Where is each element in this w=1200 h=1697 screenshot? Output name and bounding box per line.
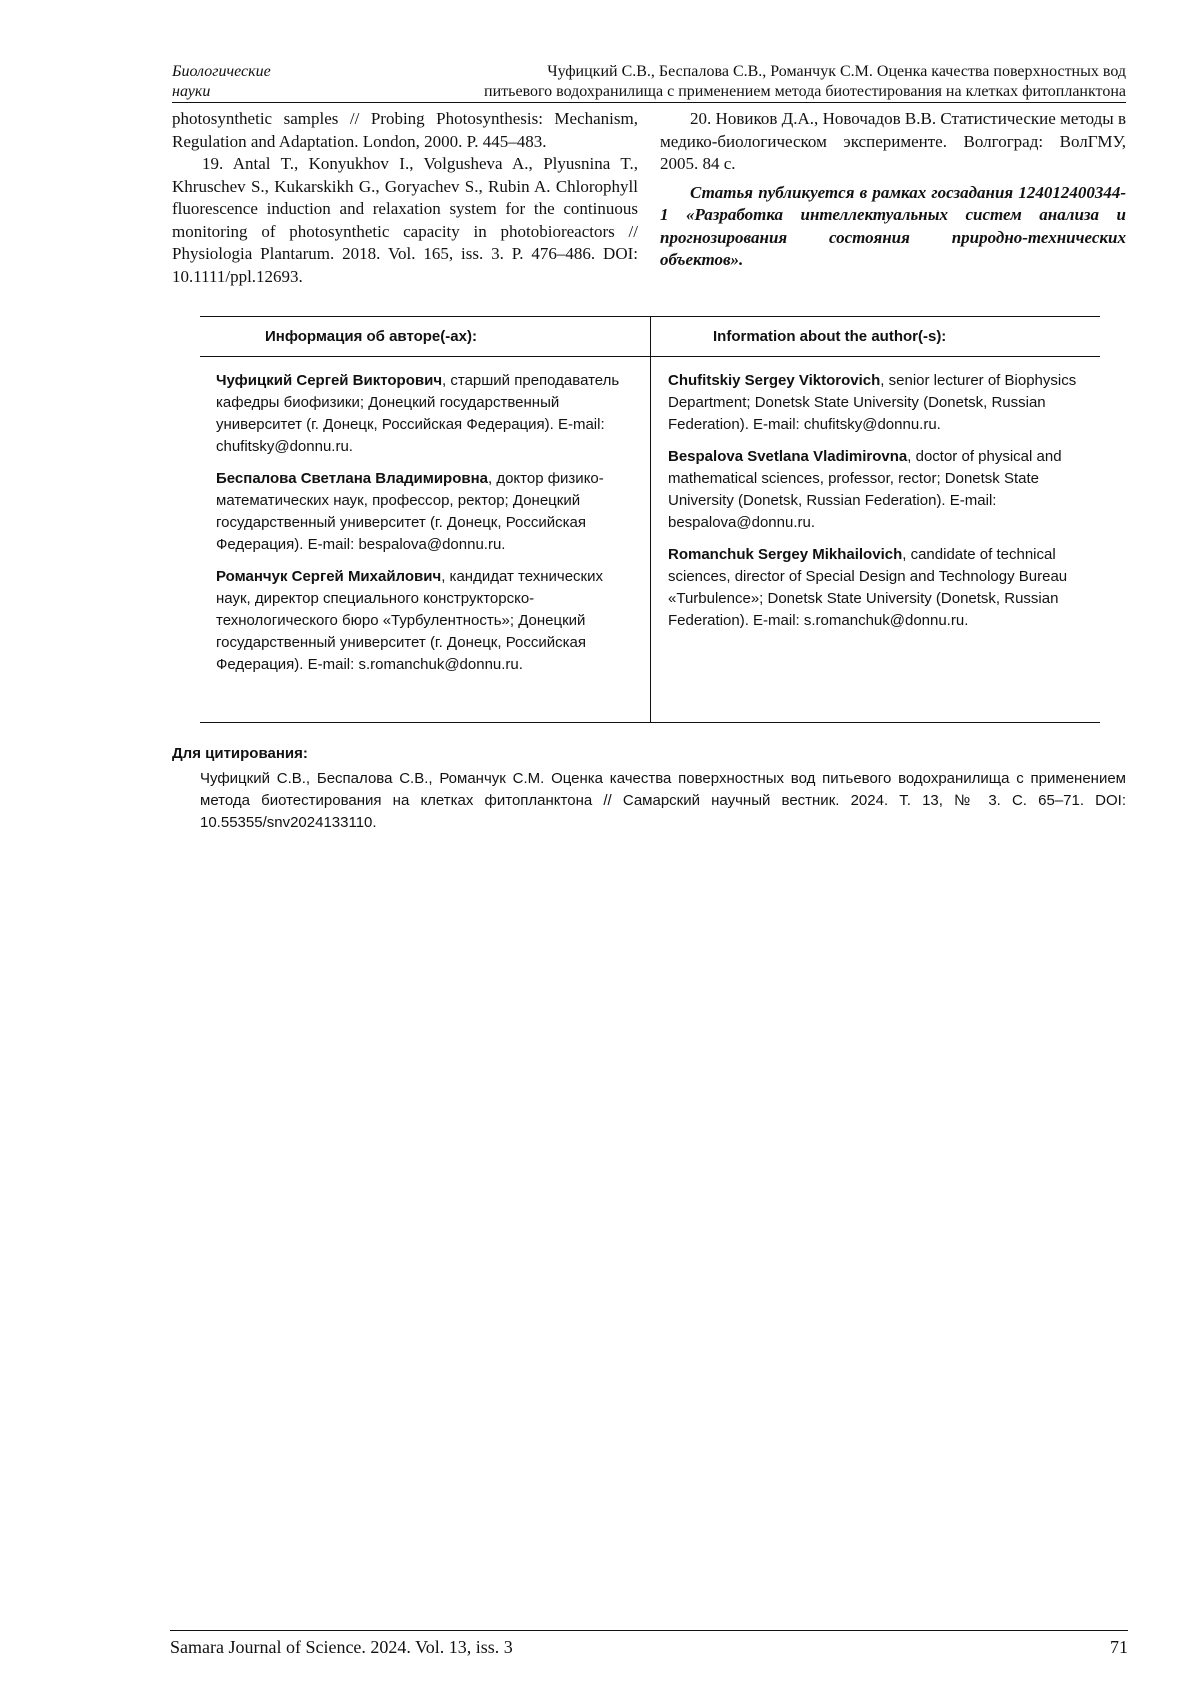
citation-text: Чуфицкий С.В., Беспалова С.В., Романчук С.М. Оценка качества поверхностных вод питьевого водохранилища с применением метода биотестирования на клетках фитопланктона // Самарский научный вестник. 2024. Т. 13, № 3. С. 65–71. DOI: 10.55355/snv2024133110.	[200, 768, 1126, 834]
author-entry-ru-1	[216, 370, 636, 458]
author-name: Bespalova Svetlana Vladimirovna	[668, 448, 907, 465]
author-name: Чуфицкий Сергей Викторович	[216, 372, 442, 389]
author-name: Романчук Сергей Михайлович	[216, 568, 441, 585]
journal-footer: Samara Journal of Science. 2024. Vol. 13, iss. 3	[170, 1635, 513, 1659]
authors-en-column	[668, 370, 1088, 642]
author-details: , senior lecturer of Biophysics Department; Donetsk State University (Donetsk, Russian Federation). E-mail: chufitsky@donnu.ru.	[668, 372, 1076, 433]
author-details: , доктор физико-математических наук, профессор, ректор; Донецкий государственный университет (г. Донецк, Российская Федерация). E-mail: bespalova@donnu.ru.	[216, 470, 604, 553]
acknowledgement: Статья публикуется в рамках госзадания 124012400344-1 «Разработка интеллектуальных систем анализа и прогнозирования состояния природно-технических объектов».	[660, 182, 1126, 272]
reference-20: 20. Новиков Д.А., Новочадов В.В. Статистические методы в медико-биологическом эксперименте. Волгоград: ВолГМУ, 2005. 84 с.	[660, 108, 1126, 176]
author-entry-en-2	[668, 446, 1088, 534]
author-details: , старший преподаватель кафедры биофизики; Донецкий государственный университет (г. Донецк, Российская Федерация). E-mail: chufitsky@donnu.ru.	[216, 372, 619, 455]
author-details: , doctor of physical and mathematical sciences, professor, rector; Donetsk State University (Donetsk, Russian Federation). E-mail: bespalova@donnu.ru.	[668, 448, 1062, 531]
author-info-table	[200, 316, 1100, 724]
table-header-en: Information about the author(-s):	[713, 327, 946, 347]
author-details: , candidate of technical sciences, director of Special Design and Technology Bureau «Turbulence»; Donetsk State University (Donetsk, Russian Federation). E-mail: s.romanchuk@donnu.ru.	[668, 546, 1067, 629]
section-name: Биологические науки	[172, 62, 312, 102]
authors-ru-column	[216, 370, 636, 686]
page-number: 71	[1110, 1635, 1128, 1659]
table-column-divider	[650, 316, 651, 723]
running-header	[172, 62, 1126, 106]
right-column	[660, 108, 1126, 272]
article-title-line-1: Чуфицкий С.В., Беспалова С.В., Романчук С.М. Оценка качества поверхностных вод	[484, 62, 1126, 82]
citation-title: Для цитирования:	[172, 744, 308, 764]
reference-19: 19. Antal T., Konyukhov I., Volgusheva A., Plyusnina T., Khruschev S., Kukarskikh G., Goryachev S., Rubin A. Chlorophyll fluorescence induction and relaxation system for the continuous monitoring of photosynthetic capacity in photobioreactors // Physiologia Plantarum. 2018. Vol. 165, iss. 3. P. 476–486. DOI: 10.1111/ppl.12693.	[172, 153, 638, 288]
author-entry-en-3	[668, 544, 1088, 632]
table-header-ru: Информация об авторе(-ах):	[265, 327, 477, 347]
author-name: Chufitskiy Sergey Viktorovich	[668, 372, 880, 389]
author-entry-en-1	[668, 370, 1088, 436]
author-entry-ru-3	[216, 566, 636, 676]
author-entry-ru-2	[216, 468, 636, 556]
reference-18-tail: photosynthetic samples // Probing Photosynthesis: Mechanism, Regulation and Adaptation. London, 2000. P. 445–483.	[172, 108, 638, 153]
header-rule	[172, 102, 1126, 103]
footer-rule	[170, 1630, 1128, 1631]
author-details: , кандидат технических наук, директор специального конструкторско-технологического бюро «Турбулентность»; Донецкий государственный университет (г. Донецк, Российская Федерация). E-mail: s.romanchuk@donnu.ru.	[216, 568, 603, 673]
article-title-header	[484, 62, 1126, 102]
author-name: Romanchuk Sergey Mikhailovich	[668, 546, 902, 563]
left-column	[172, 108, 638, 288]
article-title-line-2: питьевого водохранилища с применением метода биотестирования на клетках фитопланктона	[484, 82, 1126, 102]
author-name: Беспалова Светлана Владимировна	[216, 470, 488, 487]
